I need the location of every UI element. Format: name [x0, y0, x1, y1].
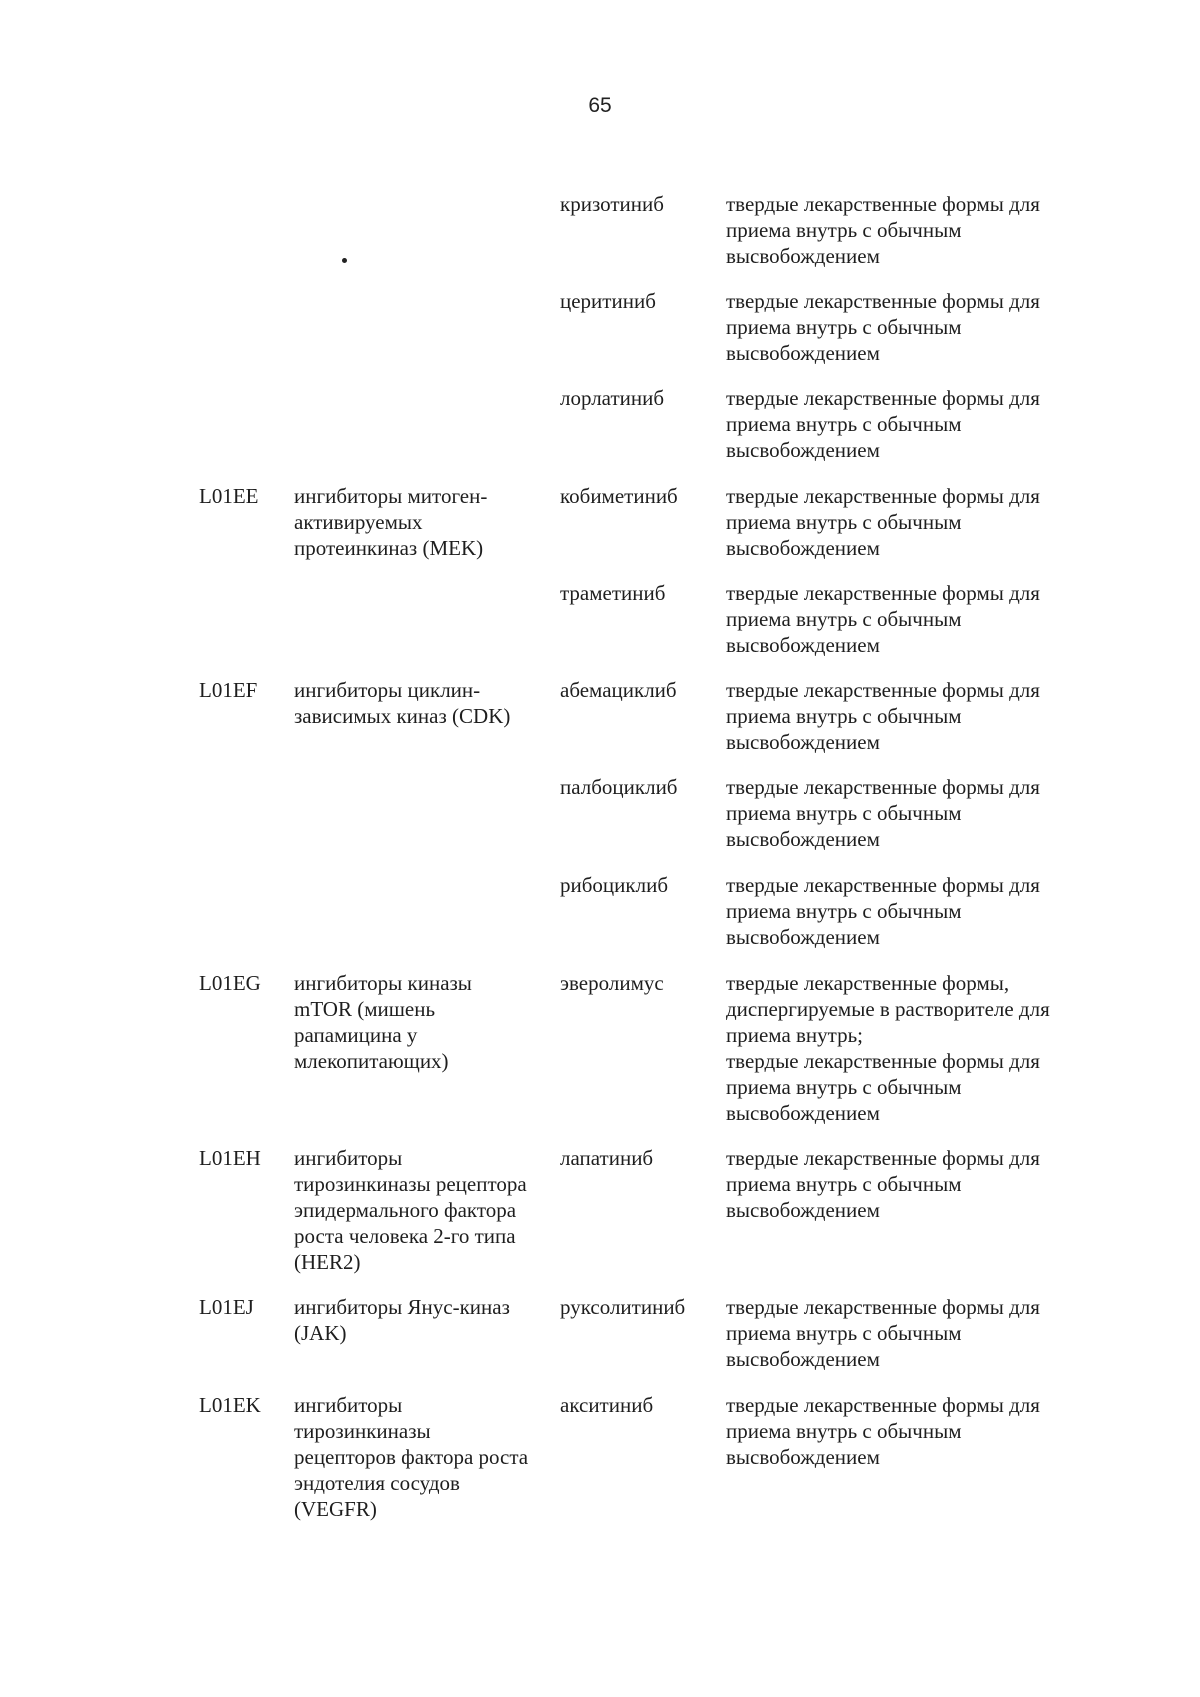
drug-name: руксолитиниб	[560, 1295, 686, 1319]
group-name: ингибиторы киназы mTOR (мишень рапамицина у млекопитающих)	[294, 971, 472, 1073]
group-name: ингибиторы Янус-киназ (JAK)	[294, 1295, 510, 1345]
dosage-form: твердые лекарственные формы для приема внутрь с обычным высвобождением	[726, 289, 1040, 365]
group-name: ингибиторы митоген- активируемых протеинкиназ (MEK)	[294, 484, 488, 560]
atc-code: L01EF	[199, 678, 258, 702]
atc-code: L01EG	[199, 971, 261, 995]
group-name: ингибиторы тирозинкиназы рецептора эпидермального фактора роста человека 2-го типа (HER2)	[294, 1146, 527, 1274]
dosage-form: твердые лекарственные формы для приема внутрь с обычным высвобождением	[726, 1393, 1040, 1469]
dosage-form: твердые лекарственные формы для приема внутрь с обычным высвобождением	[726, 678, 1040, 754]
page-number: 65	[588, 94, 612, 117]
atc-code: L01EJ	[199, 1295, 254, 1319]
atc-code: L01EK	[199, 1393, 261, 1417]
dosage-form: твердые лекарственные формы, диспергируемые в растворителе для приема внутрь; твердые лекарственные формы для приема внутрь с обычным высвобождением	[726, 971, 1050, 1125]
dosage-form: твердые лекарственные формы для приема внутрь с обычным высвобождением	[726, 775, 1040, 851]
drug-name: траметиниб	[560, 581, 666, 605]
drug-name: палбоциклиб	[560, 775, 678, 799]
group-name: ингибиторы тирозинкиназы рецепторов фактора роста эндотелия сосудов (VEGFR)	[294, 1393, 529, 1521]
dosage-form: твердые лекарственные формы для приема внутрь с обычным высвобождением	[726, 192, 1040, 268]
dosage-form: твердые лекарственные формы для приема внутрь с обычным высвобождением	[726, 581, 1040, 657]
drug-name: акситиниб	[560, 1393, 654, 1417]
drug-name: церитиниб	[560, 289, 656, 313]
dosage-form: твердые лекарственные формы для приема внутрь с обычным высвобождением	[726, 1146, 1040, 1222]
drug-name: лорлатиниб	[560, 386, 665, 410]
atc-code: L01EH	[199, 1146, 261, 1170]
drug-name: лапатиниб	[560, 1146, 654, 1170]
drug-name: кризотиниб	[560, 192, 664, 216]
drug-name: кобиметиниб	[560, 484, 678, 508]
drug-name: рибоциклиб	[560, 873, 669, 897]
dosage-form: твердые лекарственные формы для приема внутрь с обычным высвобождением	[726, 484, 1040, 560]
drug-name: эверолимус	[560, 971, 664, 995]
dosage-form: твердые лекарственные формы для приема внутрь с обычным высвобождением	[726, 1295, 1040, 1371]
dosage-form: твердые лекарственные формы для приема внутрь с обычным высвобождением	[726, 873, 1040, 949]
stray-dot	[342, 258, 347, 263]
drug-name: абемациклиб	[560, 678, 677, 702]
dosage-form: твердые лекарственные формы для приема внутрь с обычным высвобождением	[726, 386, 1040, 462]
atc-code: L01EE	[199, 484, 259, 508]
group-name: ингибиторы циклин- зависимых киназ (CDK)	[294, 678, 511, 728]
